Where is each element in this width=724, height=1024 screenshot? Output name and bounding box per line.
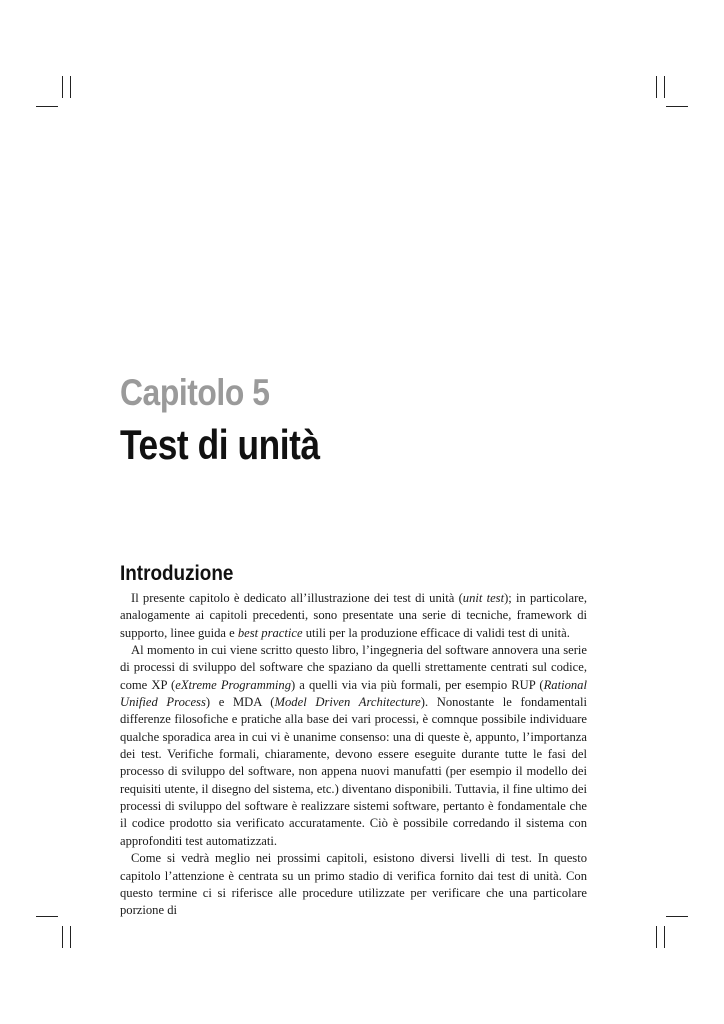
section-heading: Introduzione (120, 562, 234, 585)
paragraph (120, 590, 587, 642)
text-run: Al momento in cui viene scritto questo libro, l’ingegneria del software annovera una serie di processi di sviluppo del software che spaziano da quelli strettamente centrati sul codice, come XP ( (120, 643, 587, 692)
italic-term: eXtreme Programming (175, 677, 292, 692)
text-run: Il presente capitolo è dedicato all’illustrazione dei test di unità ( (131, 591, 463, 605)
italic-term: Rational Unified Process (120, 677, 587, 710)
crop-mark-bottom-right-v2 (664, 926, 665, 948)
crop-mark-top-right-v (656, 76, 657, 98)
crop-mark-bottom-right-h (666, 916, 688, 917)
italic-term: best practice (237, 625, 303, 640)
crop-mark-bottom-right-v (656, 926, 657, 948)
body-text (120, 590, 587, 920)
crop-mark-top-left-v (70, 76, 71, 98)
chapter-title: Test di unità (120, 421, 320, 468)
crop-mark-bottom-left-h (36, 916, 58, 917)
paragraph (120, 642, 587, 850)
text-run: utili per la produzione efficace di validi test di unità. (302, 625, 570, 640)
text-run: ) e MDA ( (205, 695, 275, 710)
crop-mark-top-left-v2 (62, 76, 63, 98)
chapter-number: Capitolo 5 (120, 372, 270, 413)
crop-mark-top-right-h (666, 106, 688, 107)
text-run: Come si vedrà meglio nei prossimi capitoli, esistono diversi livelli di test. In questo capitolo l’attenzione è centrata su un primo stadio di verifica fornito dai test di unità. Con questo termine ci si riferisce alle procedure utilizzate per verificare che una particolare porzione di (120, 851, 587, 918)
crop-mark-bottom-left-v2 (70, 926, 71, 948)
crop-mark-bottom-left-v (62, 926, 63, 948)
crop-mark-top-left-h (36, 106, 58, 107)
text-run: ); in particolare, analogamente ai capitoli precedenti, sono presentate una serie di tecniche, framework di supporto, linee guida e (120, 591, 587, 640)
crop-mark-top-right-v2 (664, 76, 665, 98)
text-run: ). Nonostante le fondamentali differenze filosofiche e pratiche alla base dei vari processi, è comnque possibile individuare qualche sporadica area in cui vi è unanime consenso: una di queste è, appunto, l’importanza dei test. Verifiche formali, chiaramente, devono essere eseguite durante tutte le fasi del processo di sviluppo del software, non appena nuovi manufatti (per esempio il modello dei requisiti utente, il disegno del sistema, etc.) diventano disponibili. Tuttavia, il fine ultimo dei processi di sviluppo del software è realizzare sistemi software, pertanto è fondamentale che il codice prodotto sia verificato accuratamente. Ciò è possibile corredando il sistema con approfonditi test automatizzati. (120, 695, 588, 848)
paragraph (120, 850, 587, 919)
italic-term: unit test (462, 591, 505, 605)
italic-term: Model Driven Architecture (274, 695, 421, 710)
text-run: ) a quelli via via più formali, per esempio RUP ( (291, 677, 544, 692)
